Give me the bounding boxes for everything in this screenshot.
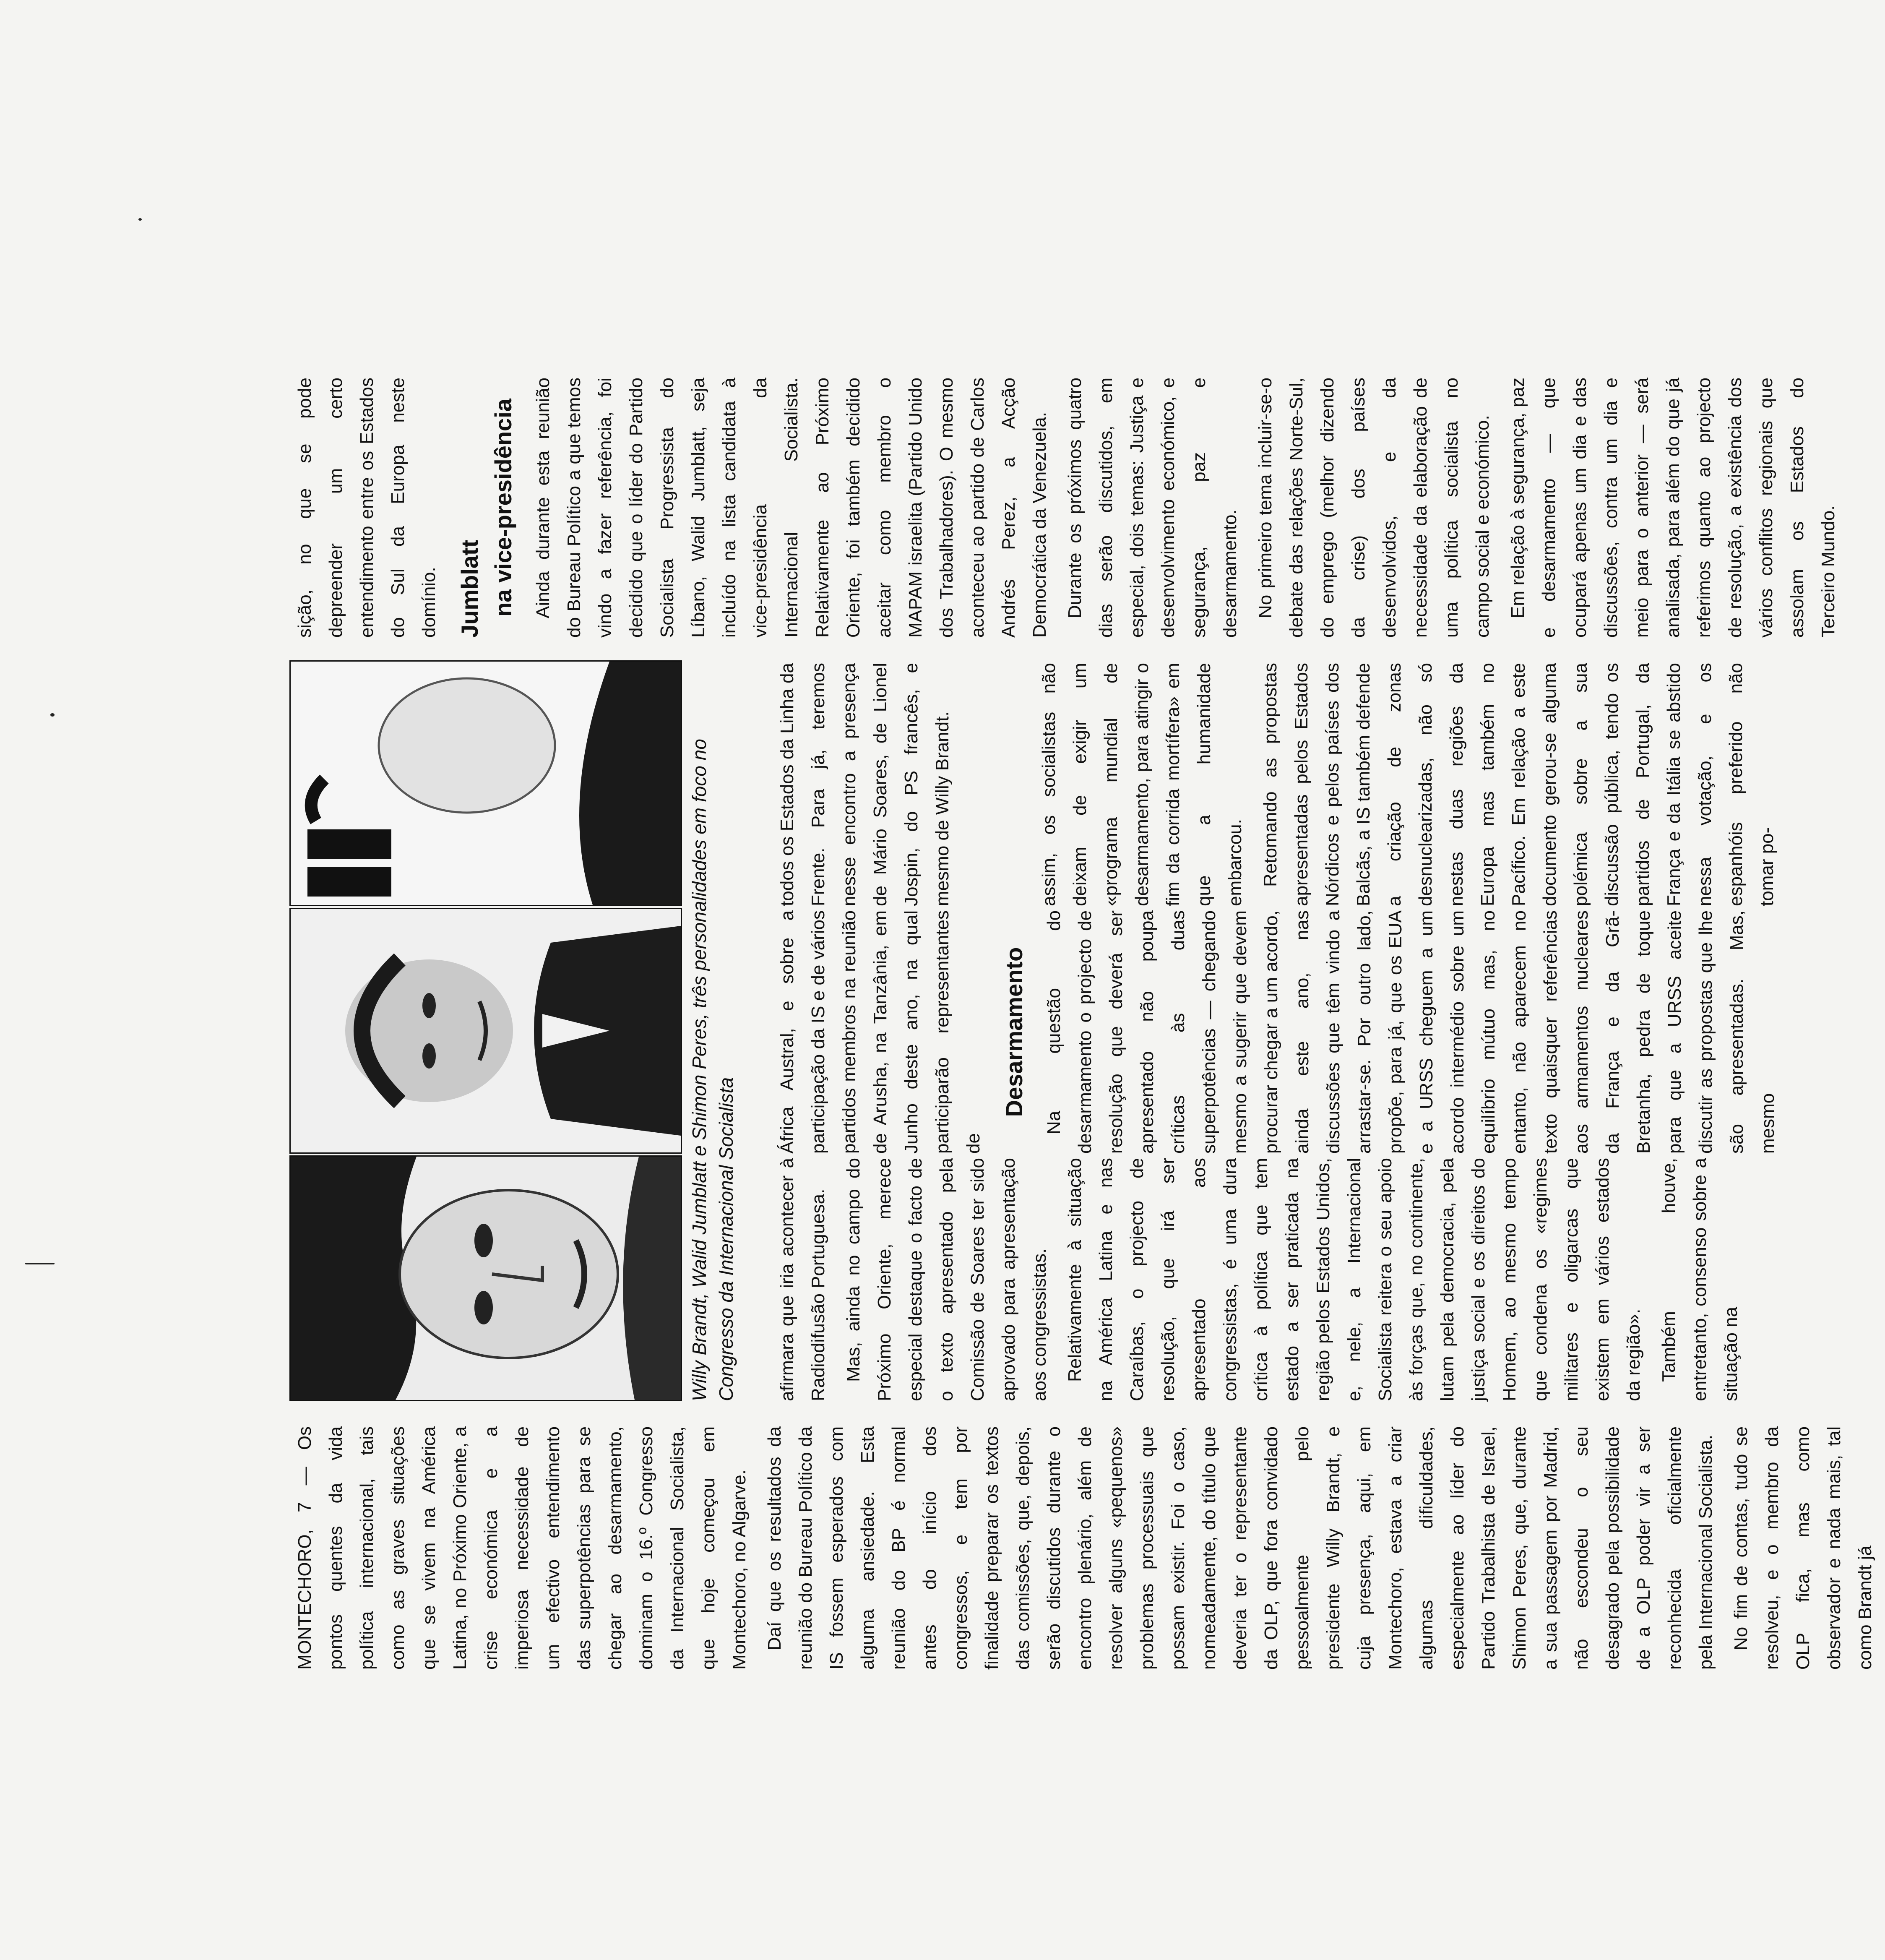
subheading-desarmamento: Desarmamento xyxy=(1001,947,1027,1117)
article-column-1 xyxy=(289,1426,1885,1670)
photo-willy-brandt xyxy=(289,1155,682,1401)
photo-caption: Willy Brandt, Walid Jumblatt e Shimon Peres, três personalidades em foco no Congresso da Internacional Socialista xyxy=(688,739,737,1401)
paragraph: todos os Estados da Linha da Frente. Para já, teremos nesse encontro a presença de Mário Soares, de Lionel Jospin, do PS francês, e mesmo de Willy Brandt. xyxy=(777,663,953,906)
paragraph: Na questão do desarmamento o projecto de resolução que deverá ser apresentado não poupa críticas às duas superpotências — chegando mesmo a sugerir que devem procurar chegar a um acordo, ainda este ano, nas discussões que têm vindo a arrastar-se. Por outro lado, propõe, para já, que os EUA e a URSS cheguem a um acordo intermédio sobre um equilíbrio mútuo mas, no entanto, não aparecem no texto quaisquer referências aos armamentos nucleares da França e da Grã-Bretanha, pedra de toque para que a URSS aceite discutir as propostas que lhe são apresentadas. Mas, mesmo xyxy=(1044,910,1778,1154)
subheading-jumblatt: Jumblatt xyxy=(456,540,483,638)
scan-speck xyxy=(138,218,142,221)
paragraph: No primeiro tema incluir-se-o debate das relações Norte-Sul, do emprego (melhor dizendo da crise) dos países desenvolvidos, e da necessidade da elaboração de uma política socialista no campo social e económico. xyxy=(1255,378,1493,638)
portrait-image xyxy=(291,909,681,1152)
portrait-image xyxy=(291,662,681,905)
paragraph: África Austral, e sobre a participação da IS e de vários partidos membros na reunião de Arusha, na Tanzânia, em Junho deste ano, na qual participarão representantes de xyxy=(777,910,984,1154)
photo-shimon-peres xyxy=(289,660,682,906)
paragraph: Mas, ainda no campo do Próximo Oriente, merece especial destaque o facto de o texto apresentado pela Comissão de Soares ter sido aprovado para apresentação aos congressistas. xyxy=(843,1158,1050,1401)
paragraph: assim, os socialistas não deixam de exigir um «programa mundial de desarmamento, para atingir o fim da corrida mortífera» em que a humanidade embarcou. xyxy=(1039,663,1245,906)
photo-walid-jumblatt xyxy=(289,908,682,1154)
article-column-4 xyxy=(772,663,1787,906)
paragraph: Também houve, entretanto, consenso sobre a situação na xyxy=(1658,1158,1741,1401)
newspaper-article xyxy=(289,277,1875,1670)
subheading-vice-presidencia: na vice-presidência xyxy=(490,399,516,617)
portrait-image xyxy=(291,1157,681,1400)
article-column-2 xyxy=(772,1158,1751,1401)
paragraph: Durante os próximos quatro dias serão discutidos, em especial, dois temas: Justiça e desenvolvimento económico, e segurança, paz e desarmamento. xyxy=(1065,378,1240,638)
paragraph: afirmara que iria acontecer à Radiodifusão Portuguesa. xyxy=(777,1158,828,1401)
article-column-5 xyxy=(289,378,1848,638)
paragraph: Retomando as propostas apresentadas pelos Estados Nórdicos e pelos países dos Balcãs, a IS também defende a criação de zonas desnuclearizadas, não só nestas duas regiões da Europa mas também no Pacífico. Em relação a este documento gerou-se alguma polémica sobre a sua discussão pública, tendo os partidos de Portugal, da França e da Itália se abstido nessa votação, e os espanhóis preferido não tomar po- xyxy=(1260,663,1777,906)
paragraph: sição, no que se pode depreender um certo entendimento entre os Estados do Sul da Europa neste domínio. xyxy=(294,378,439,638)
paragraph: Relativamente à situação na América Latina e nas Caraíbas, o projecto de resolução, que irá ser apresentado aos congressistas, é uma dura crítica à política que tem estado a ser praticada na região pelos Estados Unidos, e, nele, a Internacional Socialista reitera o seu apoio às forças que, no continente, lutam pela democracia, pela justiça social e os direitos do Homem, ao mesmo tempo que condena os «regimes militares e oligarcas que existem em vários estados da região». xyxy=(1065,1158,1644,1401)
paragraph: Em relação à segurança, paz e desarmamento — que ocupará apenas um dia e das discussões, contra um dia e meio para o anterior — será analisada, para além do que já referimos quanto ao projecto de resolução, a existência dos vários conflitos regionais que assolam os Estados do Terceiro Mundo. xyxy=(1507,378,1838,638)
scan-speck xyxy=(50,713,55,717)
paragraph: Ainda durante esta reunião do Bureau Político a que temos vindo a fazer referência, foi decidido que o líder do Partido Socialista Progressista do Líbano, Walid Jumblatt, seja incluído na lista candidata à vice-presidência da Internacional Socialista. Relativamente ao Próximo Oriente, foi também decidido aceitar como membro o MAPAM israelita (Partido Unido dos Trabalhadores). O mesmo aconteceu ao partido de Carlos Andrés Perez, a Acção Democrática da Venezuela. xyxy=(533,378,1050,638)
article-column-3 xyxy=(772,910,1788,1154)
paragraph: No fim de contas, tudo se resolveu, e o membro da OLP fica, mas como observador e nada mais, tal como Brandt já xyxy=(1731,1426,1875,1670)
scan-speck xyxy=(25,1263,55,1264)
lead-paragraph: MONTECHORO, 7 — Os pontos quentes da vida política internacional, tais como as graves situações que se vivem na América Latina, no Próximo Oriente, a crise económica e a imperiosa necessidade de um efectivo entendimento das superpotências para se chegar ao desarmamento, dominam o 16.º Congresso da Internacional Socialista, que hoje começou em Montechoro, no Algarve. xyxy=(294,1426,750,1670)
paragraph: Daí que os resultados da reunião do Bureau Político da IS fossem esperados com alguma ansiedade. Esta reunião do BP é normal antes do início dos congressos, e tem por finalidade preparar os textos das comissões, que, depois, serão discutidos durante o encontro plenário, além de resolver alguns «pequenos» problemas processuais que possam existir. Foi o caso, nomeadamente, do título que deveria ter o representante da OLP, que fora convidado pessoalmente pelo presidente Willy Brandt, e cuja presença, aqui, em Montechoro, estava a criar algumas dificuldades, especialmente ao líder do Partido Trabalhista de Israel, Shimon Peres, que, durante a sua passagem por Madrid, não escondeu o seu desagrado pela possibilidade de a OLP poder vir a ser reconhecida oficialmente pela Internacional Socialista. xyxy=(764,1426,1716,1670)
